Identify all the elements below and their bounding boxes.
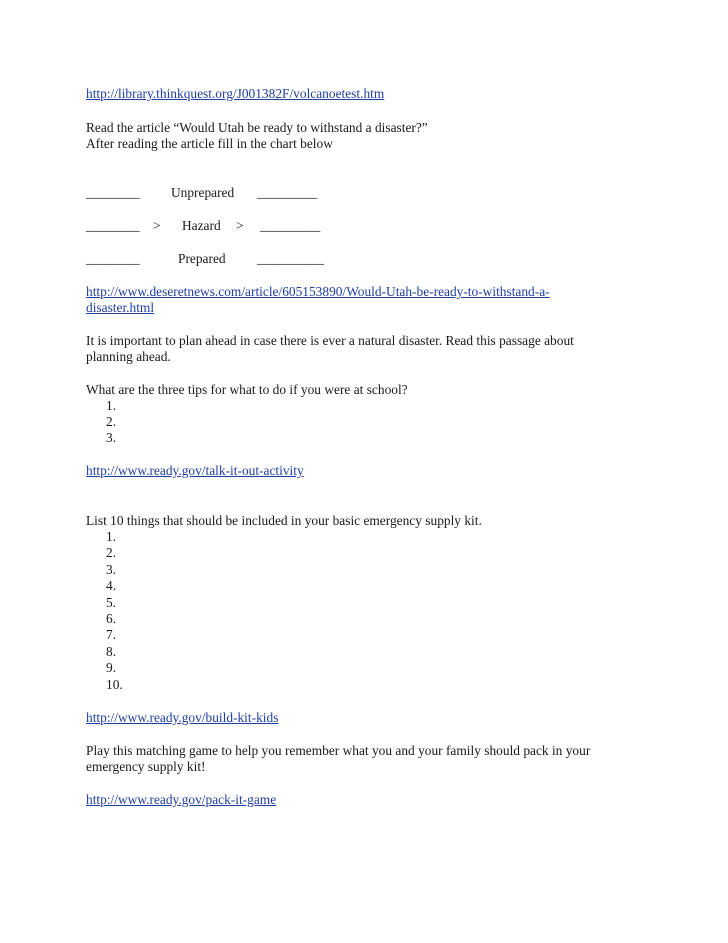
kit-item-8: 8. [106,644,117,659]
chart-row2-arrow-right: > [236,218,244,233]
intro-line-2: After reading the article fill in the chart below [86,136,333,151]
school-item-3: 3. [106,430,117,445]
chart-row3-left-blank: ________ [86,251,140,266]
kit-item-4: 4. [106,578,117,593]
deseret-link-line-2[interactable]: disaster.html [86,300,155,315]
kit-item-1: 1. [106,529,117,544]
school-item-2: 2. [106,414,117,429]
plan-line-1: It is important to plan ahead in case there is ever a natural disaster. Read this passage about [86,333,574,348]
chart-row1-label: Unprepared [171,185,235,200]
chart-row2-left-blank: ________ [86,218,140,233]
kit-item-7: 7. [106,627,117,642]
kit-item-5: 5. [106,595,117,610]
game-line-1: Play this matching game to help you remember what you and your family should pack in your [86,743,591,758]
chart-row1-right-blank: _________ [257,185,318,200]
plan-line-2: planning ahead. [86,349,171,364]
kit-item-10: 10. [106,677,123,692]
chart-row3-right-blank: __________ [257,251,324,266]
chart-row3-label: Prepared [178,251,226,266]
game-line-2: emergency supply kit! [86,759,206,774]
kit-item-3: 3. [106,562,117,577]
chart-row1-left-blank: ________ [86,185,140,200]
kit-item-2: 2. [106,545,117,560]
volcano-link[interactable]: http://library.thinkquest.org/J001382F/volcanoetest.htm [86,86,385,101]
talk-it-out-link[interactable]: http://www.ready.gov/talk-it-out-activity [86,463,304,478]
chart-row2-right-blank: _________ [260,218,321,233]
kit-item-6: 6. [106,611,117,626]
chart-row2-label: Hazard [182,218,221,233]
build-kit-link[interactable]: http://www.ready.gov/build-kit-kids [86,710,279,725]
school-item-1: 1. [106,398,117,413]
deseret-link-line-1[interactable]: http://www.deseretnews.com/article/605153890/Would-Utah-be-ready-to-withstand-a- [86,284,550,299]
pack-it-game-link[interactable]: http://www.ready.gov/pack-it-game [86,792,277,807]
kit-item-9: 9. [106,660,117,675]
school-question: What are the three tips for what to do if you were at school? [86,382,408,397]
kit-question: List 10 things that should be included in your basic emergency supply kit. [86,513,482,528]
intro-line-1: Read the article “Would Utah be ready to withstand a disaster?” [86,120,428,135]
chart-row2-arrow-left: > [153,218,161,233]
